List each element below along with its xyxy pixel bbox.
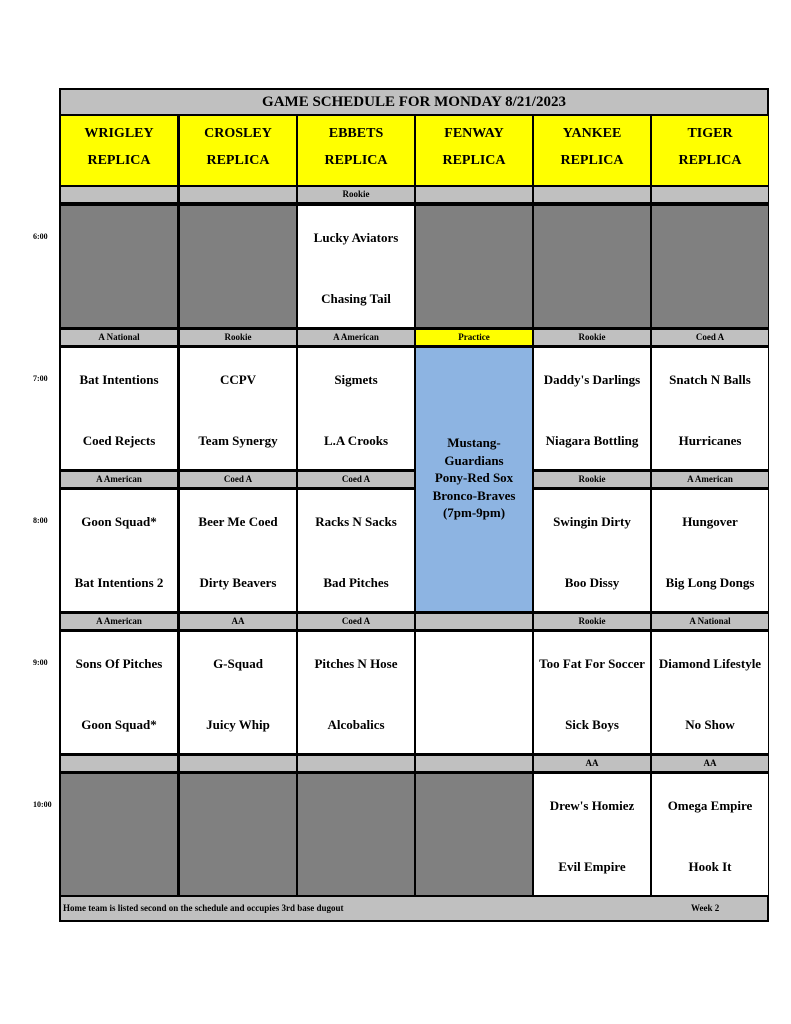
division-label: A National [652, 614, 768, 629]
schedule-footer [61, 897, 767, 920]
game-cell [652, 348, 768, 469]
field-name: TIGER [687, 126, 733, 141]
open-slot [534, 206, 650, 327]
game-cell [61, 490, 177, 611]
game-cell [534, 490, 650, 611]
division-label [298, 756, 414, 771]
division-label: Rookie [534, 472, 650, 487]
division-label [652, 187, 768, 202]
division-label: AA [180, 614, 296, 629]
home-team: Bat Intentions 2 [74, 574, 164, 590]
home-team: Team Synergy [198, 432, 278, 448]
field-name: CROSLEY [204, 126, 272, 141]
away-team: Swingin Dirty [553, 513, 631, 529]
practice-line: Pony-Red Sox [434, 470, 514, 485]
game-cell [652, 490, 768, 611]
game-cell [61, 348, 177, 469]
field-name: YANKEE [562, 126, 622, 141]
division-label: Practice [416, 330, 532, 345]
home-team: Coed Rejects [82, 432, 156, 448]
home-team: Sick Boys [565, 716, 619, 732]
schedule-title: GAME SCHEDULE FOR MONDAY 8/21/2023 [61, 90, 767, 114]
field-name: FENWAY [444, 126, 504, 141]
practice-line: (7pm-9pm) [442, 505, 506, 520]
division-label: Coed A [652, 330, 768, 345]
division-label [180, 756, 296, 771]
division-label: Rookie [298, 187, 414, 202]
away-team: Hungover [682, 513, 738, 529]
home-team: Juicy Whip [206, 716, 270, 732]
field-subtitle: REPLICA [87, 153, 151, 168]
field-name: WRIGLEY [84, 126, 154, 141]
game-cell [534, 348, 650, 469]
away-team: Snatch N Balls [669, 371, 751, 387]
practice-lines [418, 434, 530, 522]
division-label: Rookie [534, 614, 650, 629]
blank-slot [416, 632, 532, 753]
field-subtitle: REPLICA [324, 153, 388, 168]
open-slot [180, 206, 296, 327]
away-team: Bat Intentions [79, 371, 159, 387]
time-label: 7:00 [33, 374, 48, 383]
game-cell [298, 348, 414, 469]
division-label [61, 187, 177, 202]
away-team: Racks N Sacks [315, 513, 397, 529]
division-label: Rookie [180, 330, 296, 345]
field-subtitle: REPLICA [678, 153, 742, 168]
division-label: A National [61, 330, 177, 345]
division-label: AA [534, 756, 650, 771]
game-cell [180, 490, 296, 611]
away-team: Lucky Aviators [313, 229, 399, 245]
division-label [180, 187, 296, 202]
game-cell [534, 774, 650, 895]
home-team: Bad Pitches [323, 574, 389, 590]
home-team: Niagara Bottling [545, 432, 639, 448]
home-team: Boo Dissy [564, 574, 620, 590]
open-slot [298, 774, 414, 895]
game-cell [534, 632, 650, 753]
home-team: Goon Squad* [81, 716, 157, 732]
home-team: Dirty Beavers [199, 574, 277, 590]
division-label [416, 614, 532, 629]
home-team: Alcobalics [327, 716, 385, 732]
field-header [416, 116, 532, 185]
footer-note: Home team is listed second on the schedule and occupies 3rd base dugout [63, 903, 344, 913]
game-cell [180, 348, 296, 469]
game-cell [652, 632, 768, 753]
game-cell [298, 206, 414, 327]
home-team: Chasing Tail [321, 290, 391, 306]
field-subtitle: REPLICA [206, 153, 270, 168]
division-label: A American [652, 472, 768, 487]
away-team: Daddy's Darlings [543, 371, 641, 387]
division-label: Coed A [298, 614, 414, 629]
open-slot [61, 774, 177, 895]
away-team: Drew's Homiez [549, 797, 635, 813]
time-label: 9:00 [33, 658, 48, 667]
division-label: Rookie [534, 330, 650, 345]
division-label [416, 187, 532, 202]
division-label: Coed A [180, 472, 296, 487]
game-cell [180, 632, 296, 753]
field-header [298, 116, 414, 185]
open-slot [416, 206, 532, 327]
away-team: Omega Empire [667, 797, 753, 813]
division-label [534, 187, 650, 202]
week-label: Week 2 [691, 903, 720, 913]
open-slot [180, 774, 296, 895]
game-cell [298, 632, 414, 753]
practice-line: Guardians [444, 452, 504, 468]
home-team: Hook It [688, 858, 732, 874]
field-header [61, 116, 177, 185]
division-label: AA [652, 756, 768, 771]
home-team: Big Long Dongs [665, 574, 755, 590]
game-cell [652, 774, 768, 895]
practice-line: Bronco-Braves [432, 487, 516, 503]
away-team: Too Fat For Soccer [539, 655, 645, 671]
open-slot [652, 206, 768, 327]
division-label [61, 756, 177, 771]
field-name: EBBETS [328, 126, 384, 141]
away-team: Goon Squad* [81, 513, 157, 529]
division-label: A American [61, 472, 177, 487]
time-label: 8:00 [33, 516, 48, 525]
practice-line: Mustang- [447, 435, 501, 450]
away-team: Sons Of Pitches [75, 655, 163, 671]
away-team: Beer Me Coed [198, 513, 278, 529]
away-team: G-Squad [213, 655, 263, 671]
division-label [416, 756, 532, 771]
division-label: A American [298, 330, 414, 345]
home-team: Hurricanes [678, 432, 742, 448]
field-header [180, 116, 296, 185]
open-slot [61, 206, 177, 327]
open-slot [416, 774, 532, 895]
away-team: Pitches N Hose [314, 655, 398, 671]
away-team: CCPV [219, 371, 257, 387]
field-subtitle: REPLICA [442, 153, 506, 168]
field-header [534, 116, 650, 185]
home-team: No Show [685, 716, 735, 732]
division-label: A American [61, 614, 177, 629]
home-team: L.A Crooks [323, 432, 389, 448]
practice-block [416, 348, 532, 611]
away-team: Sigmets [334, 371, 378, 387]
home-team: Evil Empire [558, 858, 626, 874]
field-header [652, 116, 768, 185]
time-label: 6:00 [33, 232, 48, 241]
game-cell [298, 490, 414, 611]
field-subtitle: REPLICA [560, 153, 624, 168]
division-label: Coed A [298, 472, 414, 487]
away-team: Diamond Lifestyle [658, 655, 762, 671]
game-cell [61, 632, 177, 753]
time-label: 10:00 [33, 800, 52, 809]
